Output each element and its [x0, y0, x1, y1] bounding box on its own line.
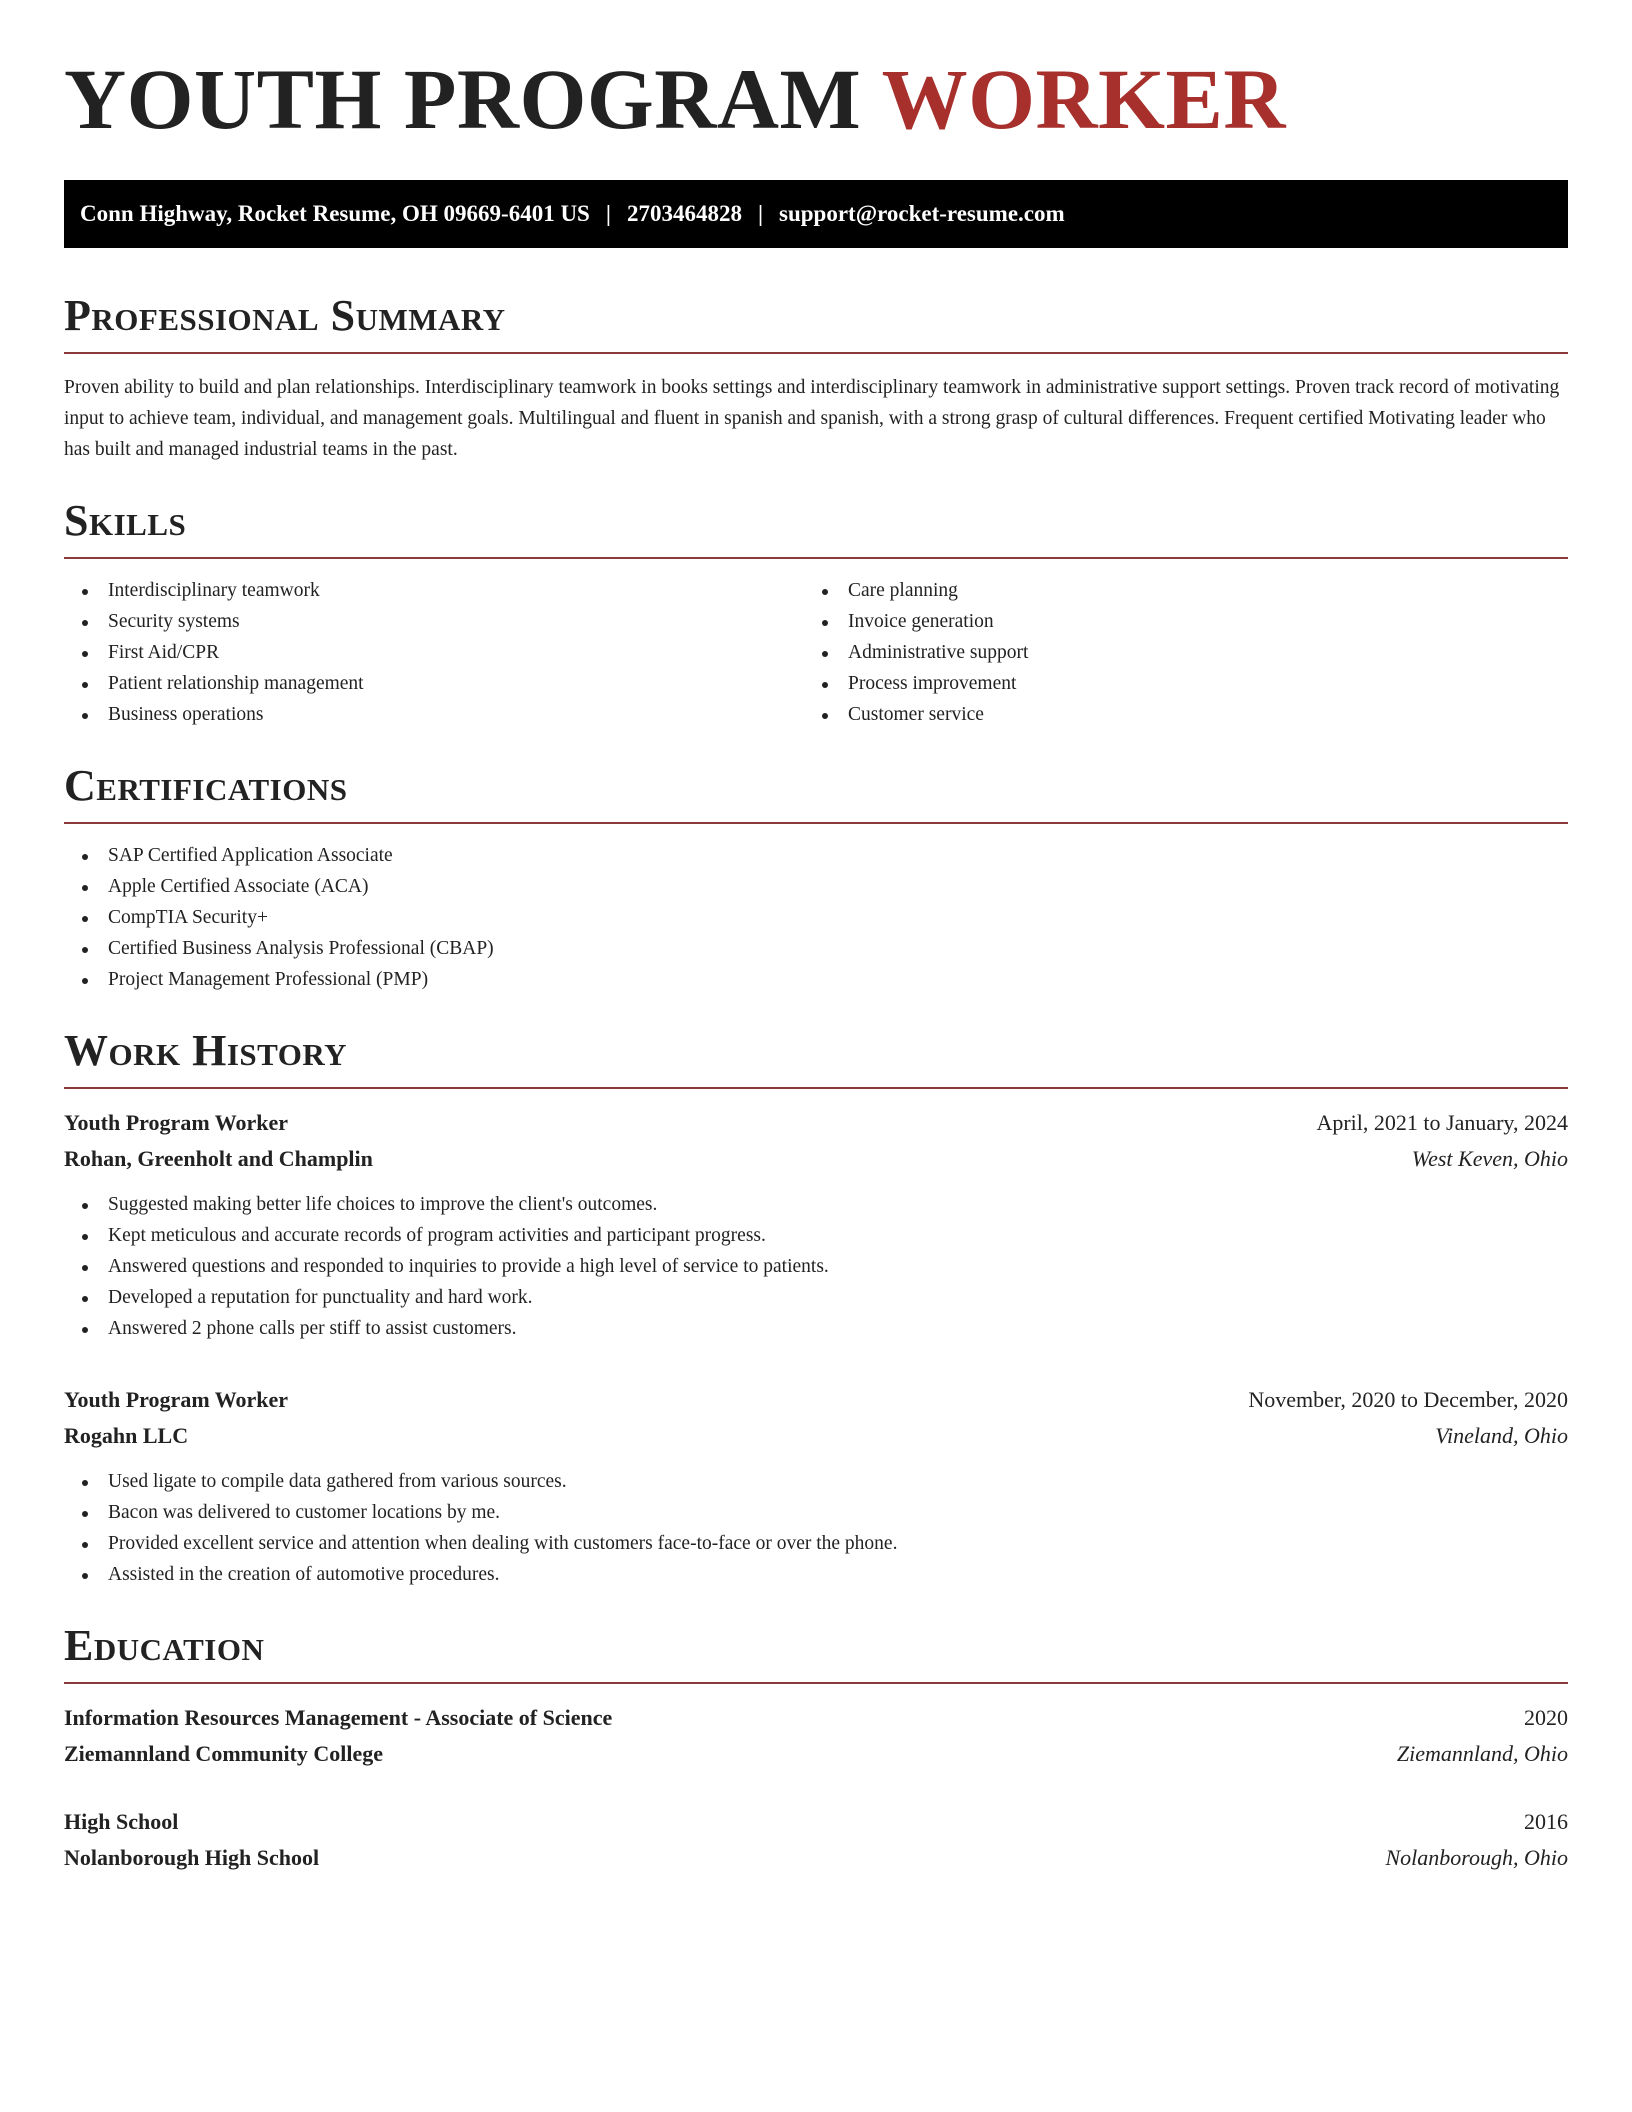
- education-degree: High School: [64, 1809, 179, 1834]
- skill-item: Care planning: [804, 575, 1544, 606]
- job-title: Youth Program Worker: [64, 1110, 289, 1135]
- certification-item: Apple Certified Associate (ACA): [64, 871, 1568, 902]
- job-duty: Suggested making better life choices to improve the client's outcomes.: [64, 1189, 1568, 1220]
- skill-item: Security systems: [64, 606, 804, 637]
- certification-item: SAP Certified Application Associate: [64, 840, 1568, 871]
- section-divider: [64, 1682, 1568, 1684]
- skills-heading: Skills: [64, 496, 187, 545]
- job-company: Rogahn LLC: [64, 1423, 189, 1448]
- skill-item: First Aid/CPR: [64, 637, 804, 668]
- section-divider: [64, 352, 1568, 354]
- certifications-section: [64, 761, 1568, 995]
- summary-section: [64, 291, 1568, 465]
- job-duty: Assisted in the creation of automotive procedures.: [64, 1559, 1568, 1590]
- education-section: [64, 1621, 1568, 1876]
- title-main: YOUTH PROGRAM: [64, 51, 862, 147]
- skill-item: Interdisciplinary teamwork: [64, 575, 804, 606]
- job-duty: Used ligate to compile data gathered from various sources.: [64, 1466, 1568, 1497]
- contact-bar: [64, 180, 1568, 248]
- job-location: Vineland, Ohio: [1435, 1423, 1568, 1448]
- certification-item: Project Management Professional (PMP): [64, 964, 1568, 995]
- skill-item: Business operations: [64, 699, 804, 730]
- resume-title: [64, 51, 1568, 147]
- skill-item: Administrative support: [804, 637, 1544, 668]
- job-dates: April, 2021 to January, 2024: [1316, 1110, 1568, 1135]
- contact-separator: |: [757, 201, 764, 226]
- certification-item: Certified Business Analysis Professional (CBAP): [64, 933, 1568, 964]
- certification-item: CompTIA Security+: [64, 902, 1568, 933]
- skills-grid: [64, 575, 1568, 730]
- contact-email: support@rocket-resume.com: [779, 201, 1065, 226]
- job-duty: Provided excellent service and attention when dealing with customers face-to-face or over the phone.: [64, 1528, 1568, 1559]
- job-duties-list: [64, 1466, 1568, 1590]
- job-duty: Bacon was delivered to customer locations by me.: [64, 1497, 1568, 1528]
- job-duty: Answered 2 phone calls per stiff to assist customers.: [64, 1313, 1568, 1344]
- education-school: Ziemannland Community College: [64, 1741, 384, 1766]
- job-dates: November, 2020 to December, 2020: [1248, 1387, 1568, 1412]
- skill-item: Invoice generation: [804, 606, 1544, 637]
- contact-phone: 2703464828: [626, 201, 742, 226]
- title-accent: WORKER: [881, 51, 1286, 147]
- skill-item: Customer service: [804, 699, 1544, 730]
- section-divider: [64, 822, 1568, 824]
- education-location: Ziemannland, Ohio: [1396, 1741, 1568, 1766]
- skill-item: Patient relationship management: [64, 668, 804, 699]
- education-year: 2016: [1524, 1809, 1568, 1834]
- education-school: Nolanborough High School: [64, 1845, 320, 1870]
- summary-text: Proven ability to build and plan relationships. Interdisciplinary teamwork in books settings and interdisciplinary teamwork in administrative support settings. Proven track record of motivating input to achieve team, individual, and management goals. Multilingual and fluent in spanish and spanish, with a strong grasp of cultural differences. Frequent certified Motivating leader who has built and managed industrial teams in the past.: [64, 377, 1560, 460]
- job-duty: Answered questions and responded to inquiries to provide a high level of service to patients.: [64, 1251, 1568, 1282]
- job-duty: Kept meticulous and accurate records of program activities and participant progress.: [64, 1220, 1568, 1251]
- section-divider: [64, 557, 1568, 559]
- job-location: West Keven, Ohio: [1411, 1146, 1568, 1171]
- job-entry: [64, 1105, 1568, 1344]
- education-entry: [64, 1700, 1568, 1772]
- section-divider: [64, 1087, 1568, 1089]
- education-entry: [64, 1804, 1568, 1876]
- education-location: Nolanborough, Ohio: [1385, 1845, 1568, 1870]
- job-duty: Developed a reputation for punctuality and hard work.: [64, 1282, 1568, 1313]
- education-heading: Education: [64, 1621, 265, 1670]
- job-entry: [64, 1382, 1568, 1590]
- skills-section: [64, 496, 1568, 730]
- contact-separator: |: [605, 201, 611, 226]
- certifications-list: [64, 840, 1568, 995]
- skills-left-list: [64, 575, 804, 730]
- work-history-section: [64, 1026, 1568, 1590]
- summary-heading: Professional Summary: [64, 291, 506, 340]
- job-duties-list: [64, 1189, 1568, 1344]
- job-company: Rohan, Greenholt and Champlin: [64, 1146, 373, 1171]
- education-year: 2020: [1524, 1705, 1568, 1730]
- contact-address: Conn Highway, Rocket Resume, OH 09669-6401 US: [80, 201, 590, 226]
- education-degree: Information Resources Management - Associate of Science: [64, 1705, 613, 1730]
- certifications-heading: Certifications: [64, 761, 348, 810]
- skill-item: Process improvement: [804, 668, 1544, 699]
- work-history-heading: Work History: [64, 1026, 348, 1075]
- job-title: Youth Program Worker: [64, 1387, 289, 1412]
- skills-right-list: [804, 575, 1544, 730]
